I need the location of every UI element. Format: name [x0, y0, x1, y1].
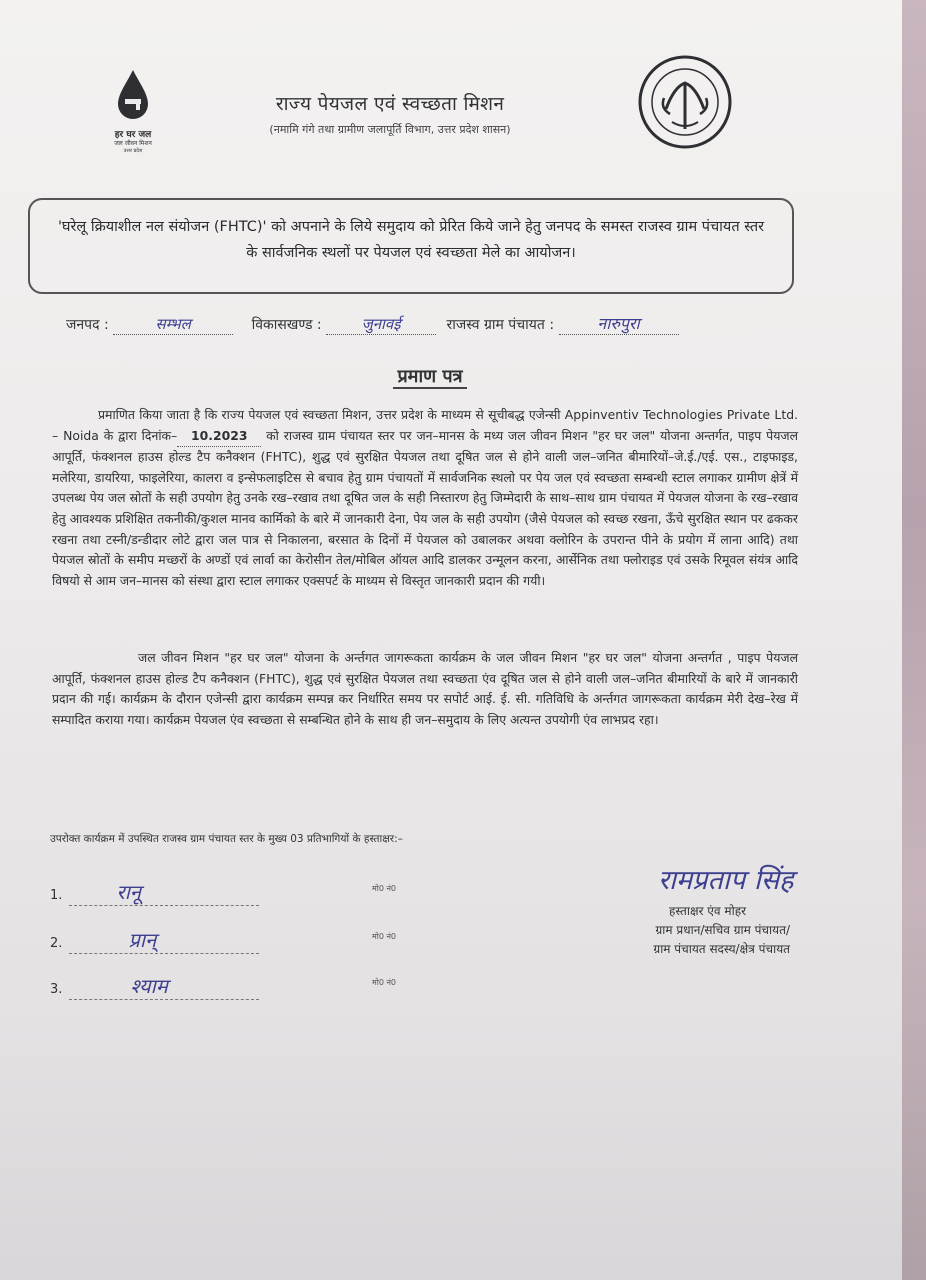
district-label: जनपद : [66, 317, 109, 333]
para1-rest: को राजस्व ग्राम पंचायत स्तर पर जन–मानस के मध्य जल जीवन मिशन "हर घर जल" योजना अन्तर्गत, पाइप पेयजल आपूर्ति, फंक्शनल हाउस होल्ड टैप कनैक्शन (FHTC), शुद्ध एवं सुरक्षित पेयजल तथा दूषित जल से होने वाली जल–जनित बीमारियों–जे.ई./एई. एस., टाइफाइड, मलेरिया, डायरिया, फाइलेरिया, कालरा व इन्सेफलाइटिस से बचाव हेतु ग्राम पंचायतों में सार्वजनिक स्थलो पर पेय जल एवं स्वच्छता सम्बन्धी स्टाल लगाकर ग्रामीण क्षेत्रें में उपलब्ध पेय जल स्रोतों के सही उपयोग हेतु उनके रख–रखाव तथा दूषित जल के सही निस्तारण हेतु जिम्मेदारी के साथ–साथ ग्राम पंचायत में पेयजल योजना के रख–रखाव हेतु आवश्यक प्रशिक्षित तकनीकी/कुशल मानव कार्मिको के बारे में जानकारी देना, पेय जल के सही उपयोग (जैसे पेयजल को स्वच्छ रखना, ऊँचे सुरक्षित स्थान पर ढककर रखना तथा टस्नी/डन्डीदार लोटे द्वारा जल पात्र से निकालना, बरसात के दिनों में पेयजल को उबालकर अथवा क्लोरिन के उपरान्त पीने के प्रयोग में लाना आदि) तथा पेयजल स्रोतों के समीप मच्छरों के अण्डों एवं लार्वा का केरोसीन तेल/मोबिल ऑयल आदि डालकर उन्मूलन करना, आर्सेनिक तथा फ्लोराइड एवं उसके रिमूवल संयंत्र आदि विषयो से आम जन–मानस को संस्था द्वारा स्टाल लगाकर एक्सपर्ट के माध्यम से विस्तृत जानकारी प्रदान की गयी। [52, 427, 798, 588]
event-date: 10.2023 [177, 426, 261, 448]
gram-panchayat-value: नारुपुरा [597, 314, 640, 333]
participants-heading: उपरोक्त कार्यक्रम में उपस्थित राजस्व ग्राम पंचायत स्तर के मुख्य 03 प्रतिभागियों के हस्ताक्षर:– [50, 833, 403, 845]
participant-signature: रानू [116, 880, 142, 904]
participant-signature: श्याम [130, 974, 168, 998]
district-value: सम्भल [155, 315, 191, 333]
official-signature: रामप्रताप सिंह [658, 865, 794, 896]
signature-designation-1: ग्राम प्रधान/सचिव ग्राम पंचायत/ [655, 923, 790, 937]
participant-number: 1. [50, 888, 63, 903]
certificate-title [0, 364, 860, 388]
logo-subtext: जल जीवन मिशन [114, 140, 152, 147]
logo-subtext-2: उत्तर प्रदेश [123, 148, 143, 154]
organization-subtitle: (नमामि गंगे तथा ग्रामीण जलापूर्ति विभाग, उत्तर प्रदेश शासन) [269, 123, 511, 136]
participant-row [50, 926, 370, 954]
logo-text: हर घर जल [114, 130, 152, 140]
banner-text: 'घरेलू क्रियाशील नल संयोजन (FHTC)' को अपनाने के लिये समुदाय को प्रेरित किये जाने हेतु जनपद के समस्त राजस्व ग्राम पंचायत स्तर के सार्वजनिक स्थलों पर पेयजल एवं स्वच्छता मेले का आयोजन। [57, 219, 765, 261]
certificate-title-text: प्रमाण पत्र [393, 366, 466, 389]
event-banner [28, 198, 794, 294]
signature-block [560, 902, 790, 959]
certificate-paragraph-2 [52, 648, 798, 730]
emblem-seal-icon [636, 54, 734, 150]
gram-panchayat-label: राजस्व ग्राम पंचायत : [446, 317, 555, 333]
para1-start: प्रमाणित किया जाता है कि राज्य पेयजल एवं स्वच्छता मिशन, उत्तर प्रदेश के माध्यम से सूचीबद्ध एजेन्सी Appinventiv Technologies Private Ltd. – Noida के द्वारा दिनांक– [52, 407, 798, 443]
location-fields [66, 312, 786, 335]
participant-row [50, 972, 370, 1000]
mobile-label: मो0 नं0 [372, 932, 397, 941]
block-value: जुनावई [361, 315, 401, 333]
signature-caption: हस्ताक्षर एंव मोहर [668, 904, 746, 918]
signature-designation-2: ग्राम पंचायत सदस्य/क्षेत्र पंचायत [653, 942, 790, 956]
up-government-emblem [636, 54, 734, 150]
certificate-paragraph-1 [52, 405, 798, 591]
organization-title: राज्य पेयजल एवं स्वच्छता मिशन [275, 93, 505, 115]
participant-number: 3. [50, 982, 63, 997]
para2-text: जल जीवन मिशन "हर घर जल" योजना के अर्न्तगत जागरूकता कार्यक्रम के जल जीवन मिशन "हर घर जल" योजना अन्तर्गत , पाइप पेयजल आपूर्ति, फंक्शनल हाउस होल्ड टैप कनैक्शन (FHTC), शुद्ध एवं सुरक्षित पेयजल तथा स्वच्छता एंव दूषित जल से होने वाली जल–जनित बीमारियों के बारे में जानकारी प्रदान की गई। कार्यक्रम के दौरान एजेन्सी द्वारा कार्यक्रम सम्पन्न कर निर्धारित समय पर सपोर्ट आई. ई. सी. गतिविधि के अर्न्तगत जागरूकता कार्यक्रम मेरी देख–रेख में सम्पादित कराया गया। कार्यक्रम पेयजल एंव स्वच्छता से सम्बन्धित होने के साथ ही जन–समुदाय के लिए अत्यन्त उपयोगी एंव लाभप्रद रहा। [52, 650, 798, 727]
participant-number: 2. [50, 936, 63, 951]
participant-row [50, 878, 370, 906]
background-fabric [898, 0, 926, 1280]
participant-signature: प्रान् [128, 928, 157, 952]
block-label: विकासखण्ड : [251, 317, 322, 333]
mobile-label: मो0 नं0 [372, 978, 397, 987]
mobile-label: मो0 नं0 [372, 884, 397, 893]
